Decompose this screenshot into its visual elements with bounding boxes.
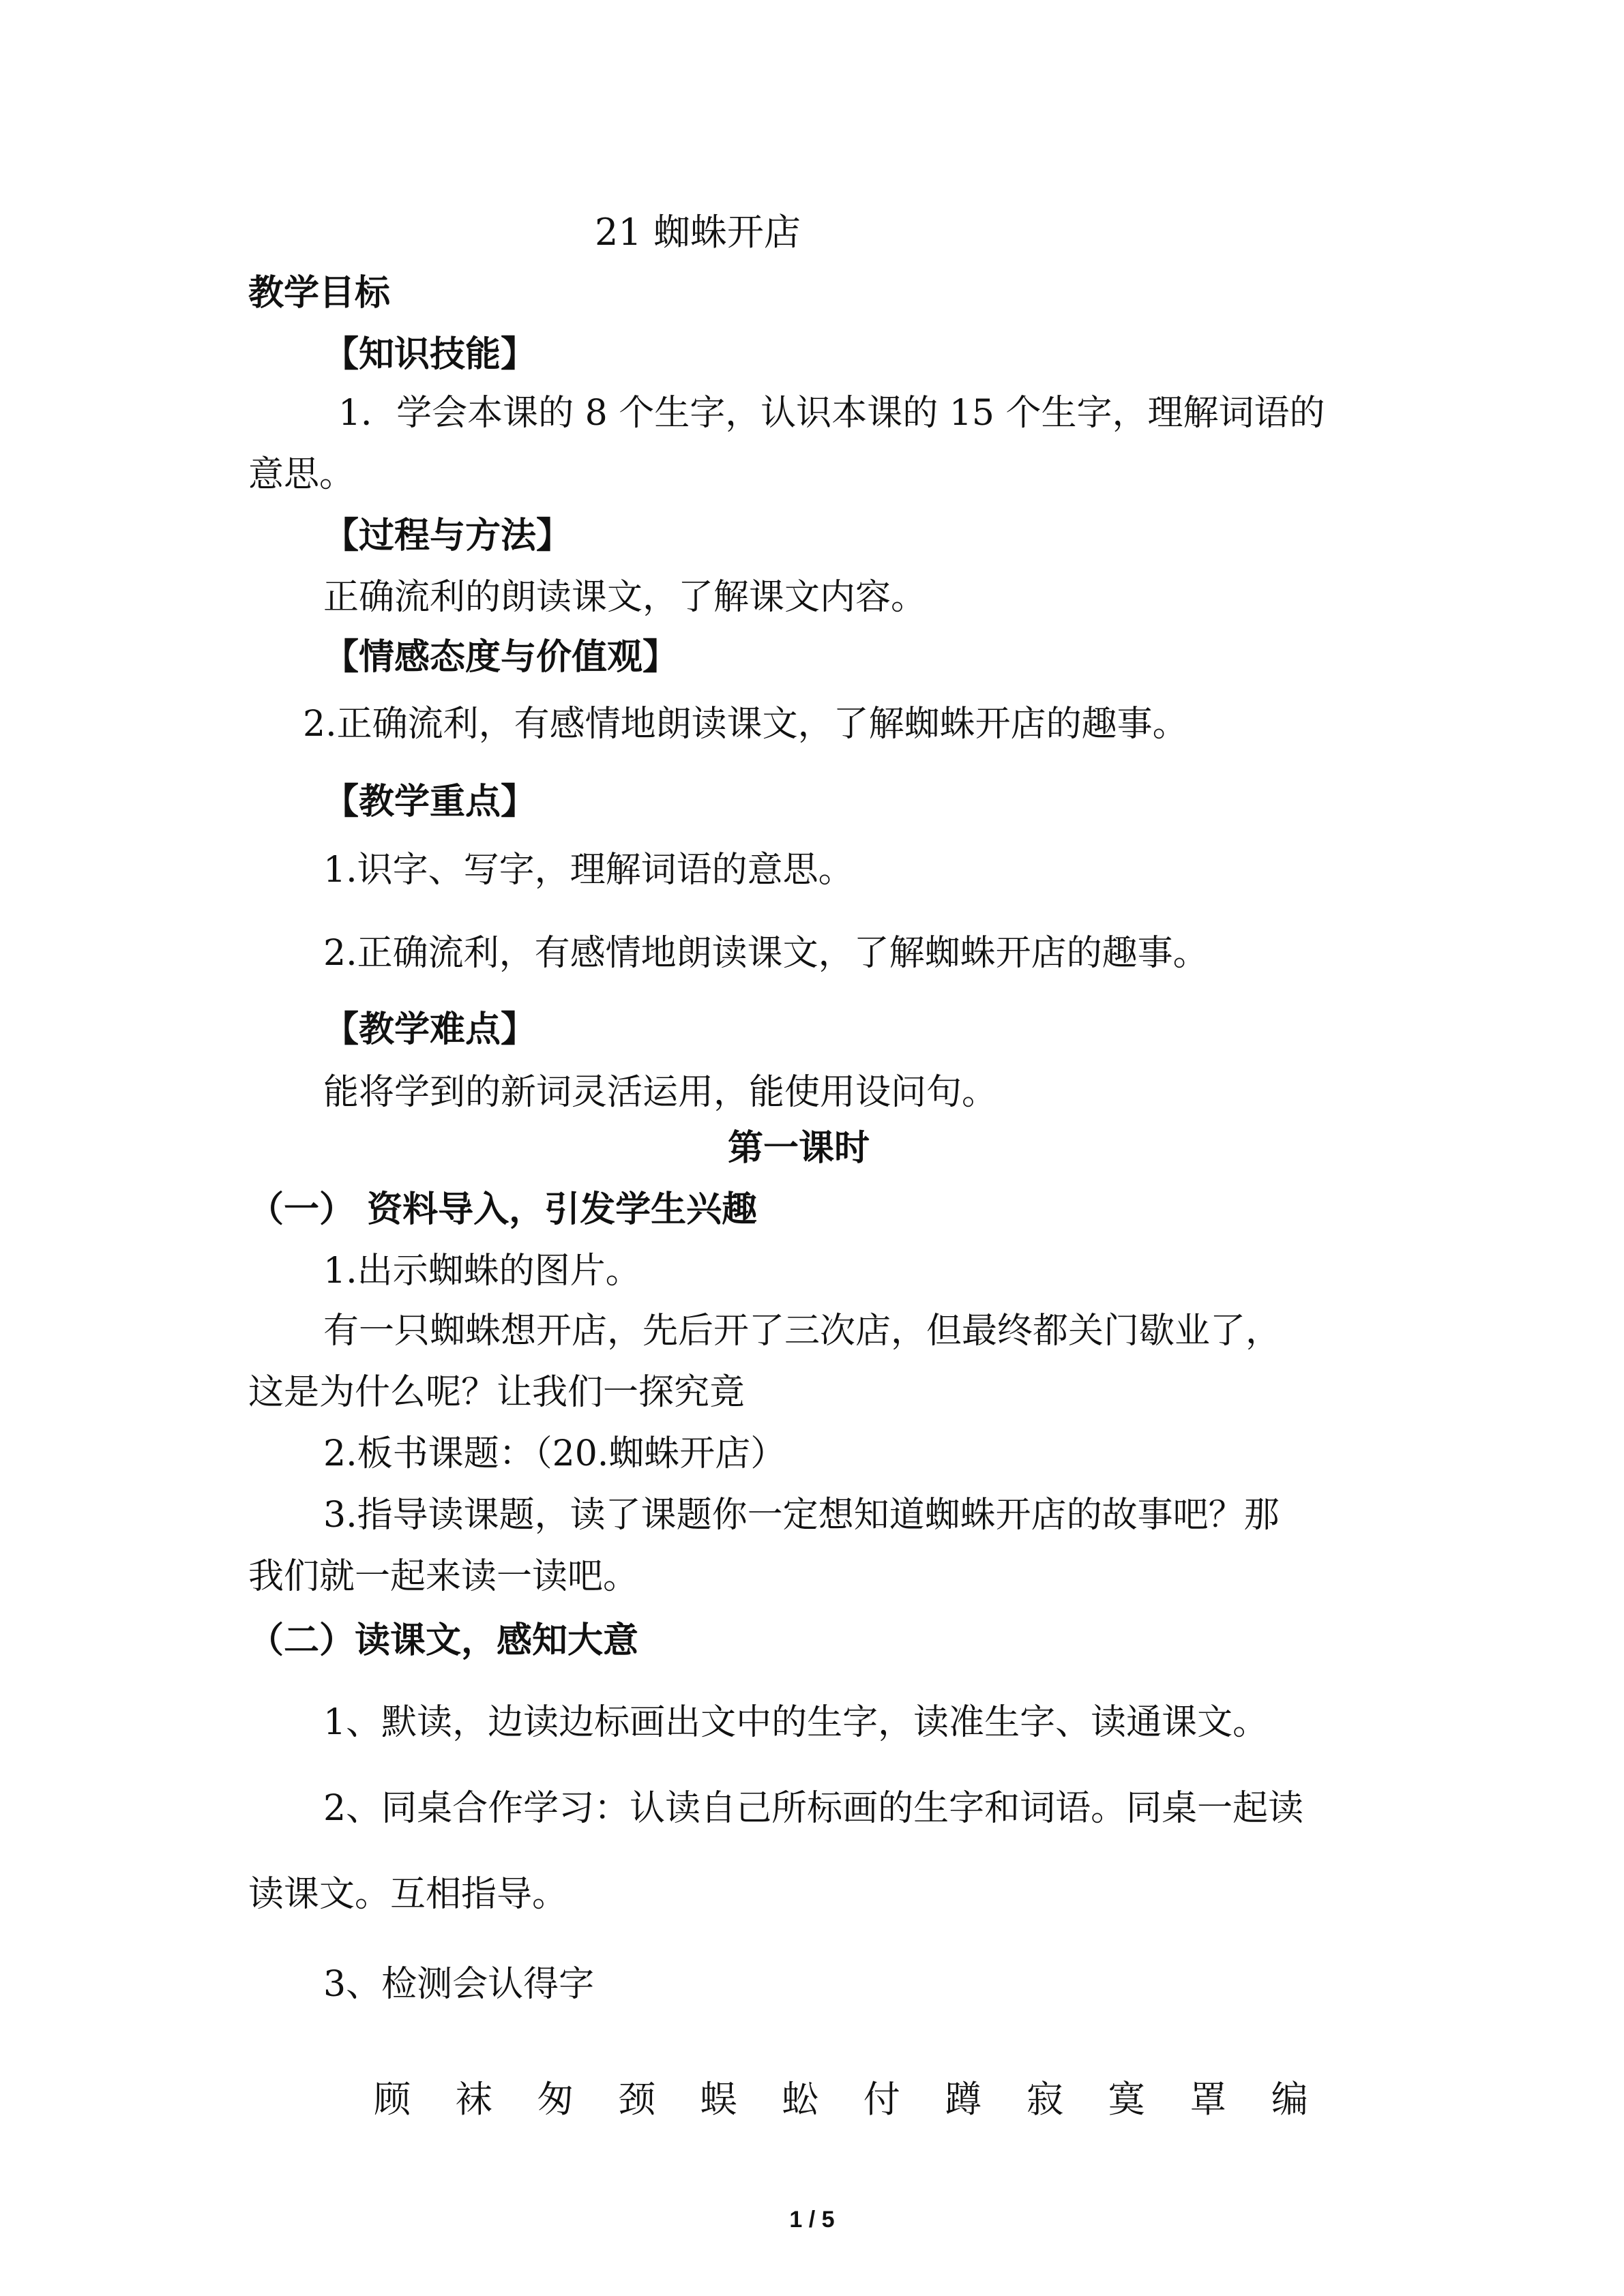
process-heading: 【过程与方法】 — [323, 516, 572, 556]
section-1-p4-line-2: 我们就一起来读一读吧。 — [248, 1556, 639, 1597]
key-point-1: 1.识字、写字，理解词语的意思。 — [323, 850, 854, 891]
character-item: 匆 — [537, 2078, 574, 2121]
section-2-heading: （二）读课文，感知大意 — [248, 1620, 639, 1661]
section-2-p3: 3、检测会认得字 — [323, 1964, 595, 2005]
key-point-2: 2.正确流利，有感情地朗读课文，了解蜘蛛开店的趣事。 — [323, 933, 1209, 974]
section-2-p2-line-2: 读课文。互相指导。 — [248, 1874, 568, 1915]
section-1-p3: 2.板书课题：（20.蜘蛛开店） — [323, 1433, 786, 1474]
section-2-p2-line-1: 2、同桌合作学习：认读自己所标画的生字和词语。同桌一起读 — [323, 1788, 1304, 1829]
knowledge-line-2: 意思。 — [248, 454, 355, 495]
section-2-p1: 1、默读，边读边标画出文中的生字，读准生字、读通课文。 — [323, 1702, 1269, 1743]
difficulty-text: 能将学到的新词灵活运用，能使用设问句。 — [323, 1072, 998, 1113]
process-text: 正确流利的朗读课文，了解课文内容。 — [323, 577, 927, 618]
section-1-p4-line-1: 3.指导读课题，读了课题你一定想知道蜘蛛开店的故事吧？那 — [323, 1495, 1280, 1536]
character-item: 颈 — [618, 2078, 655, 2121]
document-title: 21 蜘蛛开店 — [595, 211, 801, 254]
character-item: 付 — [863, 2078, 900, 2121]
key-points-heading: 【教学重点】 — [323, 781, 537, 822]
section-1-heading: （一） 资料导入，引发学生兴趣 — [248, 1189, 758, 1230]
section-1-p2-line-2: 这是为什么呢？让我们一探究竟 — [248, 1372, 745, 1413]
knowledge-heading: 【知识技能】 — [323, 334, 537, 375]
emotion-text: 2.正确流利，有感情地朗读课文，了解蜘蛛开店的趣事。 — [303, 704, 1188, 745]
emotion-heading: 【情感态度与价值观】 — [323, 637, 679, 678]
goals-heading: 教学目标 — [248, 273, 391, 314]
difficulty-heading: 【教学难点】 — [323, 1009, 537, 1050]
character-item: 蜈 — [700, 2078, 737, 2121]
section-1-p1: 1.出示蜘蛛的图片。 — [323, 1251, 641, 1292]
knowledge-line-1: 1．学会本课的 8 个生字，认识本课的 15 个生字，理解词语的 — [338, 393, 1325, 434]
character-item: 顾 — [374, 2078, 411, 2121]
character-item: 袜 — [455, 2078, 492, 2121]
character-item: 寂 — [1027, 2078, 1063, 2121]
character-list — [374, 2078, 1308, 2121]
character-item: 蹲 — [945, 2078, 982, 2121]
character-item: 蚣 — [782, 2078, 819, 2121]
character-item: 寞 — [1108, 2078, 1145, 2121]
page-number: 1 / 5 — [789, 2207, 835, 2233]
character-item: 罩 — [1190, 2078, 1227, 2121]
section-1-p2-line-1: 有一只蜘蛛想开店，先后开了三次店，但最终都关门歇业了， — [323, 1311, 1282, 1352]
lesson-title: 第一课时 — [728, 1128, 870, 1169]
character-item: 编 — [1271, 2078, 1308, 2121]
